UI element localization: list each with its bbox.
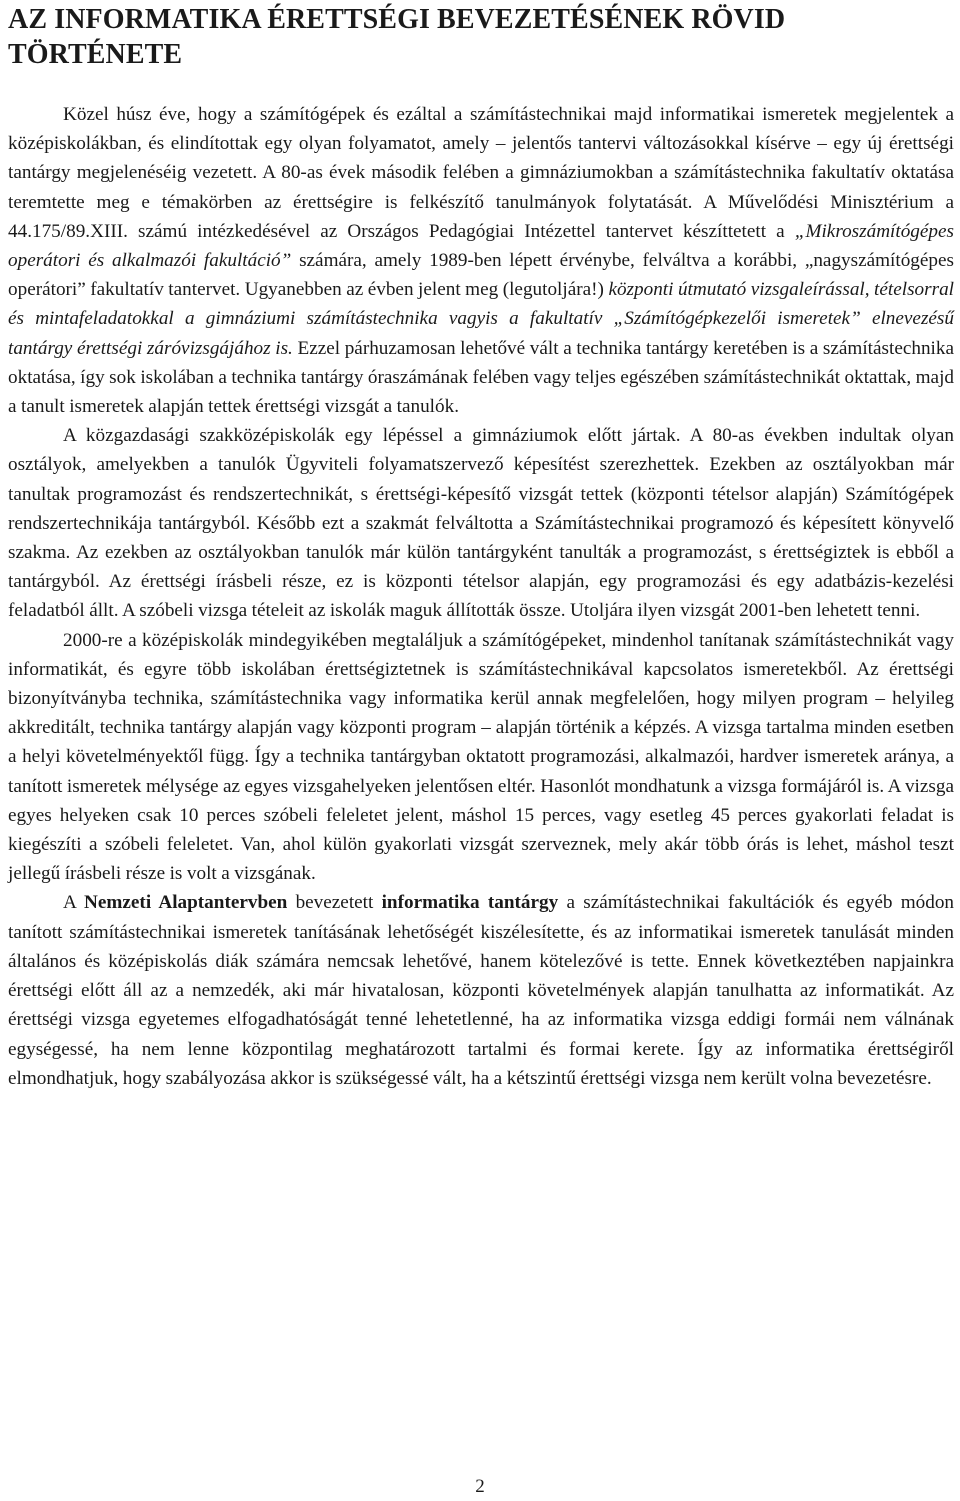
paragraph-4-bold-nat: Nemzeti Alaptantervben — [84, 892, 288, 914]
paragraph-4 — [8, 888, 954, 1092]
paragraph-1-text-a: Közel húsz éve, hogy a számítógépek és ezáltal a számítástechnikai majd informatikai ismeretek megjelentek a középiskolákban, és elindítottak egy olyan folyamatot, amely – jelentős tantervi változásokkal kísérve – egy új érettségi tantárgy megjelenéséig vezetett. A 80-as évek második felében a gimnáziumokban a számítástechnika fakultatív oktatása teremtette meg e témakörben az érettségire is felkészítő tanulmányok folytatását. A Művelődési Minisztérium a 44.175/89.XIII. számú intézkedésével az Országos Pedagógiai Intézettel tantervet készíttetett a — [8, 104, 954, 242]
page-title: AZ INFORMATIKA ÉRETTSÉGI BEVEZETÉSÉNEK RÖVID TÖRTÉNETE — [8, 4, 786, 70]
paragraph-1-text-e: Ezzel párhuzamosan lehetővé vált a technika tantárgy keretében is a számítástechnika oktatása, így sok iskolában a technika tantárgy óraszámának felében vagy teljes egészében számítástechnikát oktattak, majd a tanult ismeretek alapján tettek érettségi vizsgát a tanulók. — [8, 337, 954, 418]
paragraph-1-text-c: számára, amely 1989-ben lépett érvénybe, felváltva a korábbi, „nagyszámítógépes operátori” fakultatív tantervet. Ugyanebben az évben jelent meg (legutoljára!) — [8, 250, 954, 301]
paragraph-2: A közgazdasági szakközépiskolák egy lépéssel a gimnáziumok előtt jártak. A 80-as években indultak olyan osztályok, amelyekben a tanulók Ügyviteli folyamatszervező képesítést szerezhettek. Ezekben az osztályokban már tanultak programozást és rendszertechnikát, s érettségi-képesítő vizsgát tettek (központi tételsor alapján) Számítógépek rendszertechnikája tantárgyból. Később ezt a szakmát felváltotta a Számítástechnikai programozó és képesített könyvelő szakma. Az ezekben az osztályokban tanulók már külön tantárgyként tanulták a programozást, s érettségiztek is ebből a tantárgyból. Az érettségi írásbeli része, ez is központi tételsor alapján, egy programozási és egy adatbázis-kezelési feladatból állt. A szóbeli vizsga tételeit az iskolák maguk állították össze. Utoljára ilyen vizsgát 2001-ben lehetett tenni. — [8, 425, 954, 622]
page-number: 2 — [475, 1476, 485, 1497]
paragraph-4-text-e: a számítástechnikai fakultációk és egyéb módon tanított számítástechnikai ismeretek tanításának lehetőségét kiszélesítette, és az informatikai ismeretek tanulását minden általános és középiskolás diák számára nemcsak lehetővé, hanem kötelezővé is tette. Ennek következtében napjainkra érettségi előtt áll az a nemzedék, aki már hivatalosan, központi követelmények alapján tanulhatta az informatikát. Az érettségi vizsga egyetemes elfogadhatóságát tenné lehetetlenné, ha az informatika vizsga eddigi formái nem válnának egységessé, ha nem lenne központilag meghatározott tartalmi és formai kerete. Így az informatika érettségiről elmondhatjuk, hogy szabályozása akkor is szükségessé vált, ha a kétszintű érettségi vizsga nem került volna bevezetésre. — [8, 892, 955, 1089]
paragraph-1 — [8, 100, 954, 421]
paragraph-3: 2000-re a középiskolák mindegyikében megtaláljuk a számítógépeket, mindenhol tanítanak számítástechnikát vagy informatikát, és egyre több iskolában érettségiztetnek is számítástechnikával kapcsolatos ismeretekből. Az érettségi bizonyítványba technika, számítástechnika vagy informatika kerül annak megfelelően, hogy milyen program – helyileg akkreditált, technika tantárgy alapján vagy központi program – alapján történik a képzés. A vizsga tartalma minden esetben a helyi követelményektől függ. Így a technika tantárgyban oktatott programozási, alkalmazói, hardver ismeretek aránya, a tanított ismeretek mélysége az egyes vizsgahelyeken jelentősen eltér. Hasonlót mondhatunk a vizsga formájáról is. A vizsga egyes helyeken csak 10 perces szóbeli feleletet jelent, máshol 15 perces, vagy esetleg 45 perces gyakorlati feladat is kiegészíti a szóbeli feleletet. Van, ahol külön gyakorlati vizsgát szerveznek, mely akár több órás is lehet, máshol teszt jellegű írásbeli része is volt a vizsgának. — [8, 629, 954, 885]
article-body — [8, 100, 954, 1093]
paragraph-1-italic-guide: központi útmutató vizsgaleírással, tételsorral és mintafeladatokkal a gimnáziumi számítástechnika vagyis a fakultatív „Számítógépkezelői ismeretek” elnevezésű tantárgy érettségi záróvizsgájához is. — [8, 279, 955, 359]
paragraph-1-italic-title: „Mikroszámítógépes operátori és alkalmazói fakultáció” — [8, 220, 954, 272]
paragraph-4-bold-subject: informatika tantárgy — [381, 892, 559, 914]
paragraph-4-text-a: A — [63, 892, 85, 914]
paragraph-4-text-c: bevezetett — [287, 892, 382, 914]
